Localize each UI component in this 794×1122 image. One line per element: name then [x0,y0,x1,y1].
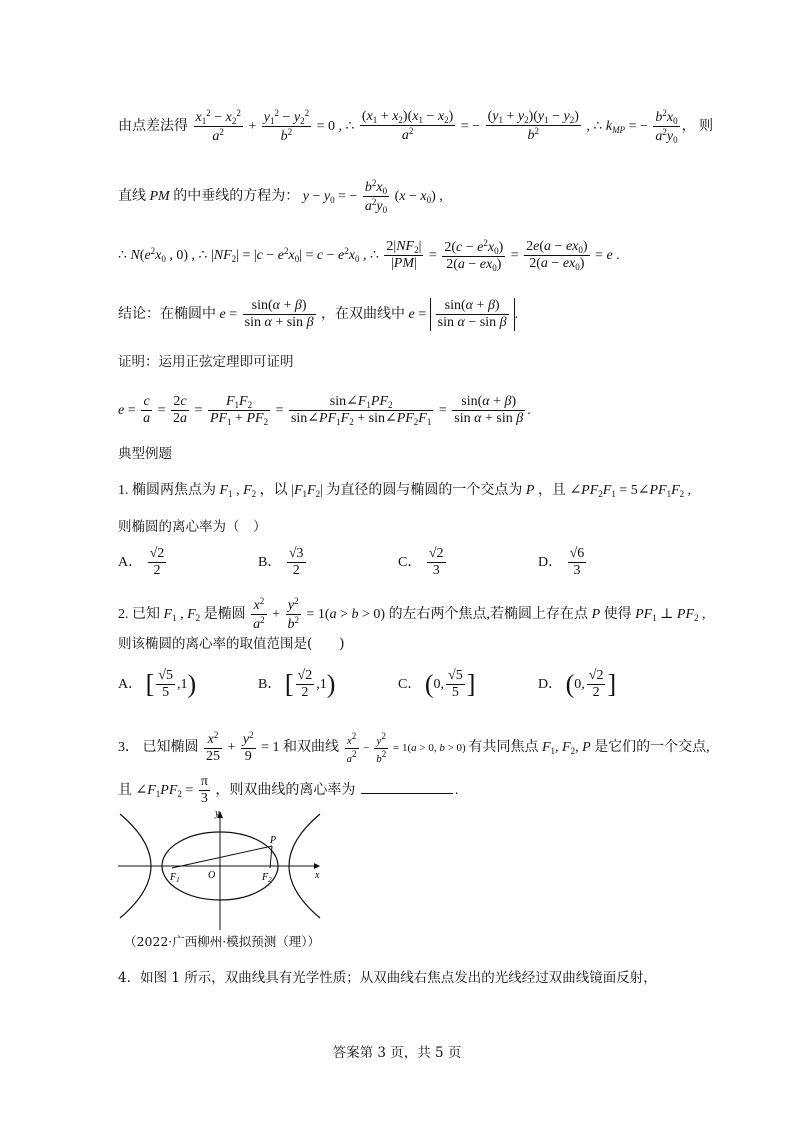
text-fragment: 4． [118,970,141,986]
ellipse-hyperbola-figure [118,806,330,930]
text-fragment: 是椭圆 [203,606,246,622]
text-fragment: 椭圆两焦点为 [132,483,216,498]
origin-label: O [208,870,216,881]
text-fragment: ，则双曲线的离心率为 [215,782,356,798]
derivation-prefix: 由点差法得 [118,119,188,135]
x-axis-label: x [315,870,320,881]
text-fragment: ，在双曲线中 [321,306,406,322]
text-fragment: 1. [118,483,129,498]
text-fragment: 2. [118,606,129,622]
text-fragment: 且 [118,782,132,798]
problem-1-option-a[interactable]: A． $\frac{√2}{2}$ [118,546,165,579]
f1-letter: F [170,872,177,883]
text-fragment: C． [398,554,422,570]
derivation-line-2: 直线 PM 的中垂线的方程为： $y - y_0$ = − $\frac{b^2x_0}{a^2y_0}$ $(x - x_0)$ , [118,178,443,216]
answer-blank[interactable] [361,793,453,794]
problem-4-line-1 [118,972,657,986]
page-footer: 答案第 3 页，共 5 页 [332,1045,462,1061]
text-fragment: C． [398,676,422,692]
f1-subscript: 1 [176,876,180,884]
problem-1-line-2: 则椭圆的离心率为（ ） [118,519,267,535]
text-fragment: 使得 [603,606,632,622]
text-fragment: 和双曲线 [283,739,340,755]
problem-1-option-c[interactable]: C． $\frac{√2}{3}$ [398,546,444,579]
text-fragment: ，且 [537,483,566,498]
problem-4-source: （2022·广西柳州·模拟预测（理）） [124,934,321,949]
derivation-then: 则 [699,119,714,135]
text-fragment: 结论：在椭圆中 [118,306,216,322]
problem-1-option-b[interactable]: B． $\frac{√3}{2}$ [258,546,304,579]
problem-1-line-1: 1. 椭圆两焦点为 $F_1$ , $F_2$ ，以 $|F_1F_2|$ 为直径的圆与椭圆的一个交点为 P ，且 $\angle PF_2F_1$ = $5\angle PF_1F_2$ , [118,483,692,499]
section-title: 典型例题 [118,446,172,462]
f2-letter: F [262,872,269,883]
proof-label: 证明：运用正弦定理即可证明 [118,354,294,370]
conclusion-line: 结论：在椭圆中 e = $\frac{\sin(\alpha + \beta)}{\text{sin α + sin β}}$ ，在双曲线中 e = $\frac{\sin(\alpha + \beta)}{\text{sin α − sin β}}$ . [118,298,519,331]
text-fragment: 有共同焦点 [468,739,539,755]
problem-2-line-2: 则该椭圆的离心率的取值范围是( ) [118,636,345,652]
derivation-line-3: ∴ $N(e^2x_0$ , 0) , ∴ $|NF_2| = |c - e^2x_0| = c - e^2x_0$ , ∴ $\frac{2|NF_2|}{|PM|}$ = $\frac{2(c - e^2x_0)}{2(a - ex_0)}$ = $\frac{2e(a - ex_0)}{2(a - ex_0)}$ = e . [118,238,620,274]
derivation-line-1: 由点差法得 $\frac{x_1^2 - x_2^2}{a^2}$ + $\frac{y_1^2 - y_2^2}{b^2}$ = 0 , ∴ $\frac{(x_1 + x_2)(x_1 - x_2)}{a^2}$ = − $\frac{(y_1 + y_2)(y_1 - y_2)}{b^2}$ , ∴ $k_{MP}$ = − $\frac{b^2x_0}{a^2y_0}$ ， 则 [118,108,714,146]
problem-2-option-d[interactable]: D． (0, $\frac{√2}{2}$ ] [538,668,617,701]
text-fragment: D． [538,554,563,570]
problem-2-line-1: 2. 已知 $F_1$ , $F_2$ 是椭圆 $\frac{x^2}{a^2}$ + $\frac{y^2}{b^2}$ = 1(a > b > 0) 的左右两个焦点,若椭圆上存在点 P 使得 $PF_1$ ⊥ $PF_2$ , [118,596,706,633]
text-fragment: 的中垂线的方程为： [173,189,300,205]
point-p-label: P [270,835,277,846]
focus-f1-label [169,872,180,884]
problem-2-option-a[interactable]: A． [ $\frac{√5}{5}$ ,1) [118,668,197,701]
text-fragment: 如图 1 所示，双曲线具有光学性质；从双曲线右焦点发出的光线经过双曲线镜面反射， [140,970,657,986]
problem-3-line-1: 3． 已知椭圆 $\frac{x^2}{25}$ + $\frac{y^2}{9}$ = 1 和双曲线 $\frac{x^2}{a^2}$ − $\frac{y^2}{b^2}$ = 1(a > 0, b > 0) 有共同焦点 $F_1$, $F_2$, P 是它们的一个交点, [118,730,710,765]
text-fragment: 是它们的一个交点, [594,739,710,755]
text-fragment: 的左右两个焦点,若椭圆上存在点 [388,606,589,622]
text-fragment: 为直径的圆与椭圆的一个交点为 [326,483,523,498]
text-fragment: ，以 [259,483,288,498]
problem-2-option-c[interactable]: C． (0, $\frac{√5}{5}$ ] [398,668,476,701]
f2-subscript: 2 [268,876,272,884]
text-fragment: B． [258,676,282,692]
focus-f2-label [261,872,272,884]
text-fragment: 直线 [118,189,146,205]
text-fragment: 3． [118,739,139,755]
text-fragment: A． [118,676,143,692]
problem-3-line-2: 且 $\angle F_1PF_2$ = $\frac{\pi}{3}$ ，则双曲线的离心率为 . [118,774,459,807]
proof-formula: e = $\frac{c}{a}$ = $\frac{2c}{2a}$ = $\frac{F_1F_2}{PF_1 + PF_2}$ = $\frac{\sin\angle F_1PF_2}{\sin\angle PF_1F_2 + \sin\angle PF_2F_1}$ = $\frac{\sin(\alpha + \beta)}{\text{sin α + sin β}}$ . [118,394,531,428]
text-fragment: 已知椭圆 [142,739,199,755]
problem-2-option-b[interactable]: B． [ $\frac{√2}{2}$ ,1) [258,668,336,701]
y-axis-label: y [215,808,220,819]
problem-1-option-d[interactable]: D． $\frac{√6}{3}$ [538,546,585,579]
text-fragment: B． [258,554,282,570]
text-fragment: A． [118,554,143,570]
text-fragment: 已知 [132,606,160,622]
text-fragment: D． [538,676,563,692]
